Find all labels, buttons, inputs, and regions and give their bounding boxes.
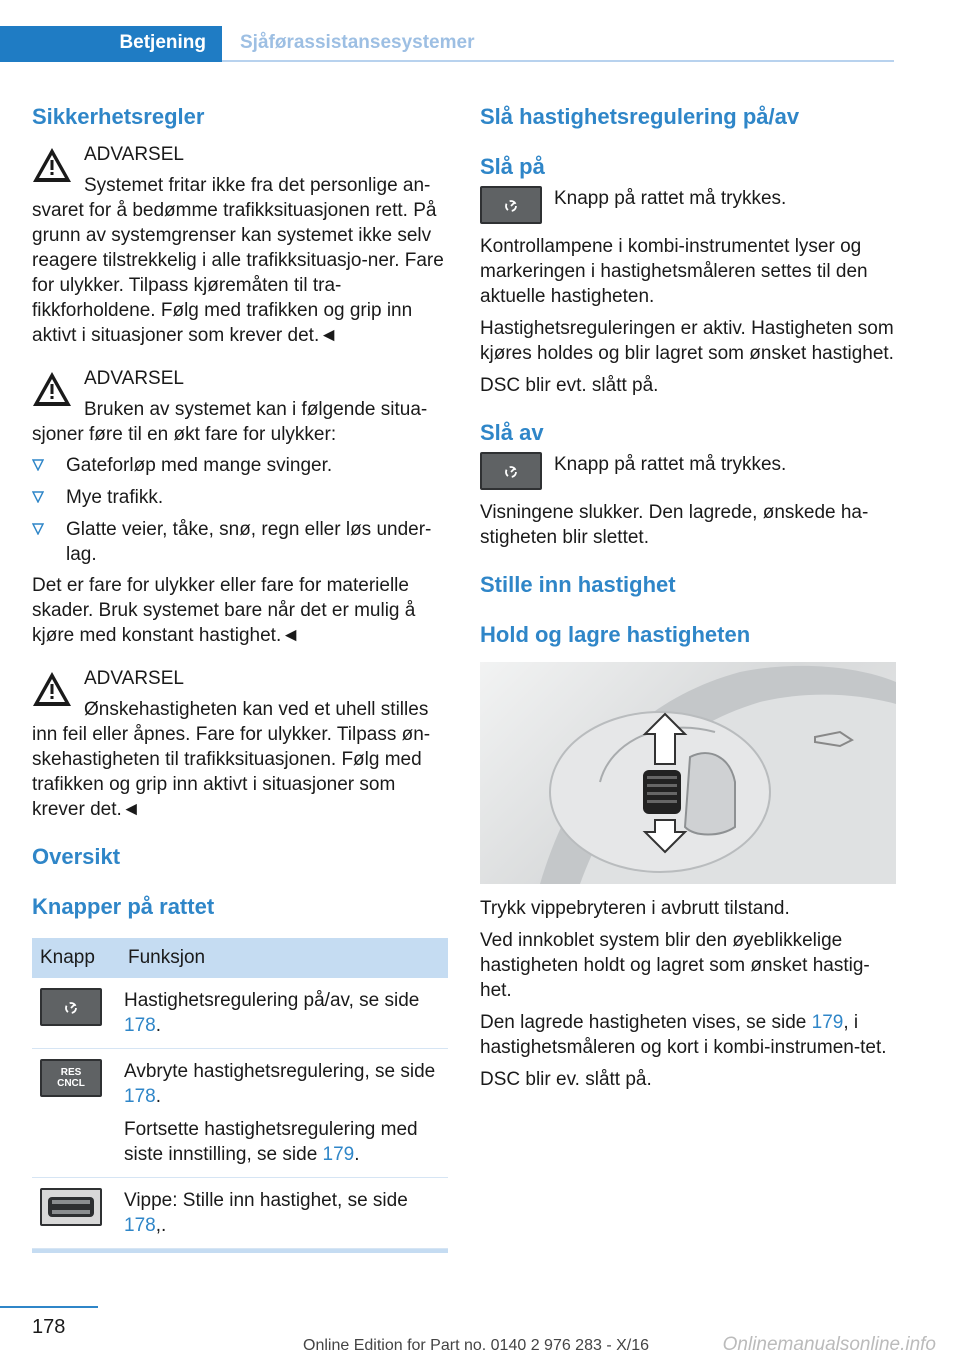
paragraph: Ved innkoblet system blir den øyeblikkelige hastigheten holdt og lagret som ønsket hastig-het.	[480, 930, 870, 1001]
paragraph: Kontrollampene i kombi-instrumentet lyser og markeringen i hastighetsmåleren settes til den aktuelle hastigheten.	[480, 236, 868, 307]
list-item: Mye trafikk.	[32, 485, 448, 510]
table-cell-function: Vippe: Stille inn hastighet, se side 178,.	[120, 1178, 448, 1249]
edition-note: Online Edition for Part no. 0140 2 976 283 - X/16	[303, 1337, 650, 1354]
list-item: Gateforløp med mange svinger.	[32, 453, 448, 478]
table-header-function: Funksjon	[120, 938, 448, 978]
table-header-key: Knapp	[32, 938, 120, 978]
warning-body: Ønskehastigheten kan ved et uhell stilles inn feil eller åpnes. Fare for ulykker. Tilpass øn-skehastigheten til trafikksituasjonen. Følg med trafikken og grip inn aktivt i situasjoner som krever det.◄	[32, 699, 431, 820]
table-row	[32, 978, 448, 1049]
cruise-control-icon	[480, 186, 542, 224]
heading-off: Slå av	[480, 420, 544, 445]
paragraph: Hastighetsreguleringen er aktiv. Hastigheten som kjøres holdes og blir lagret som ønsket hastighet.	[480, 318, 894, 364]
heading-set-speed: Stille inn hastighet	[480, 572, 676, 597]
buttons-table	[32, 938, 448, 1249]
paragraph: Trykk vippebryteren i avbrutt tilstand.	[480, 898, 790, 919]
warning-triangle-icon	[32, 370, 72, 408]
heading-buttons: Knapper på rattet	[32, 894, 215, 919]
cruise-control-icon	[40, 988, 102, 1026]
warning-body: Systemet fritar ikke fra det personlige an-svaret for å bedømme trafikksituasjonen rett. På grunn av systemgrenser kan systemet ikke selv reagere tilstrekkelig i alle trafikksituasjo-ner. Fare for ulykker. Tilpass kjøremåten til tra-fikkforholdene. Følg med trafikken og grip inn aktivt i situasjoner som krever det.◄	[32, 175, 444, 346]
footer-rule	[0, 1306, 98, 1308]
warning-title: ADVARSEL	[84, 368, 184, 389]
paragraph: Visningene slukker. Den lagrede, ønskede ha-stigheten blir slettet.	[480, 502, 869, 548]
warning-block-2	[32, 366, 448, 648]
watermark: Onlinemanualsonline.info	[722, 1334, 936, 1355]
heading-safety: Sikkerhetsregler	[32, 104, 205, 129]
warning-title: ADVARSEL	[84, 144, 184, 165]
list-item: Glatte veier, tåke, snø, regn eller løs under-lag.	[32, 517, 448, 567]
page-link[interactable]: 179	[811, 1012, 844, 1033]
paragraph: DSC blir evt. slått på.	[480, 375, 659, 396]
rocker-switch-icon	[40, 1188, 102, 1226]
paragraph: DSC blir ev. slått på.	[480, 1069, 652, 1090]
heading-toggle: Slå hastighetsregulering på/av	[480, 104, 800, 129]
warning-body: Bruken av systemet kan i følgende situa-sjoner føre til en økt fare for ulykker:	[32, 399, 428, 445]
header-divider	[222, 60, 894, 62]
page-link[interactable]: 178	[124, 1015, 156, 1036]
bullet-triangle-icon	[32, 491, 44, 503]
steering-wheel-rocker-image	[480, 662, 896, 884]
table-cell-function: Avbryte hastighetsregulering, se side 178. Fortsette hastighetsregulering med siste innstilling, se side 179.	[120, 1049, 448, 1178]
page-link[interactable]: 179	[322, 1144, 355, 1165]
heading-overview: Oversikt	[32, 844, 121, 869]
cruise-control-icon	[480, 452, 542, 490]
header-section-tab[interactable]	[0, 26, 222, 62]
warning-block-1	[32, 142, 448, 348]
table-row	[32, 1049, 448, 1178]
table-cell-function: Hastighetsregulering på/av, se side 178.	[120, 978, 448, 1049]
key-text: Knapp på rattet må trykkes.	[554, 454, 787, 475]
bullet-triangle-icon	[32, 459, 44, 471]
header-section-label: Betjening	[119, 32, 206, 53]
left-column	[32, 100, 448, 1253]
warning-block-3	[32, 666, 448, 822]
table-row	[32, 1178, 448, 1249]
page-link[interactable]: 178	[124, 1086, 156, 1107]
key-instruction-on	[480, 186, 896, 224]
res-cncl-icon: RES CNCL	[40, 1059, 102, 1097]
warning-title: ADVARSEL	[84, 668, 184, 689]
paragraph: Den lagrede hastigheten vises, se side 179, i hastighetsmåleren og kort i kombi-instrumen-tet.	[480, 1012, 887, 1058]
page-link[interactable]: 178	[124, 1215, 156, 1236]
warning-triangle-icon	[32, 670, 72, 708]
warning-triangle-icon	[32, 146, 72, 184]
header-subsection-label: Sjåførassistansesystemer	[240, 32, 475, 53]
warning-after: Det er fare for ulykker eller fare for materielle skader. Bruk systemet bare når det er mulig å kjøre med konstant hastighet.◄	[32, 575, 416, 646]
key-text: Knapp på rattet må trykkes.	[554, 188, 787, 209]
right-column	[480, 100, 896, 1092]
key-instruction-off	[480, 452, 896, 490]
table-header-row	[32, 938, 448, 978]
heading-on: Slå på	[480, 154, 545, 179]
heading-hold-speed: Hold og lagre hastigheten	[480, 622, 751, 647]
bullet-triangle-icon	[32, 523, 44, 535]
table-bottom-rule	[32, 1249, 448, 1253]
header-subsection-tab[interactable]	[222, 26, 894, 62]
page-number: 178	[32, 1316, 66, 1338]
